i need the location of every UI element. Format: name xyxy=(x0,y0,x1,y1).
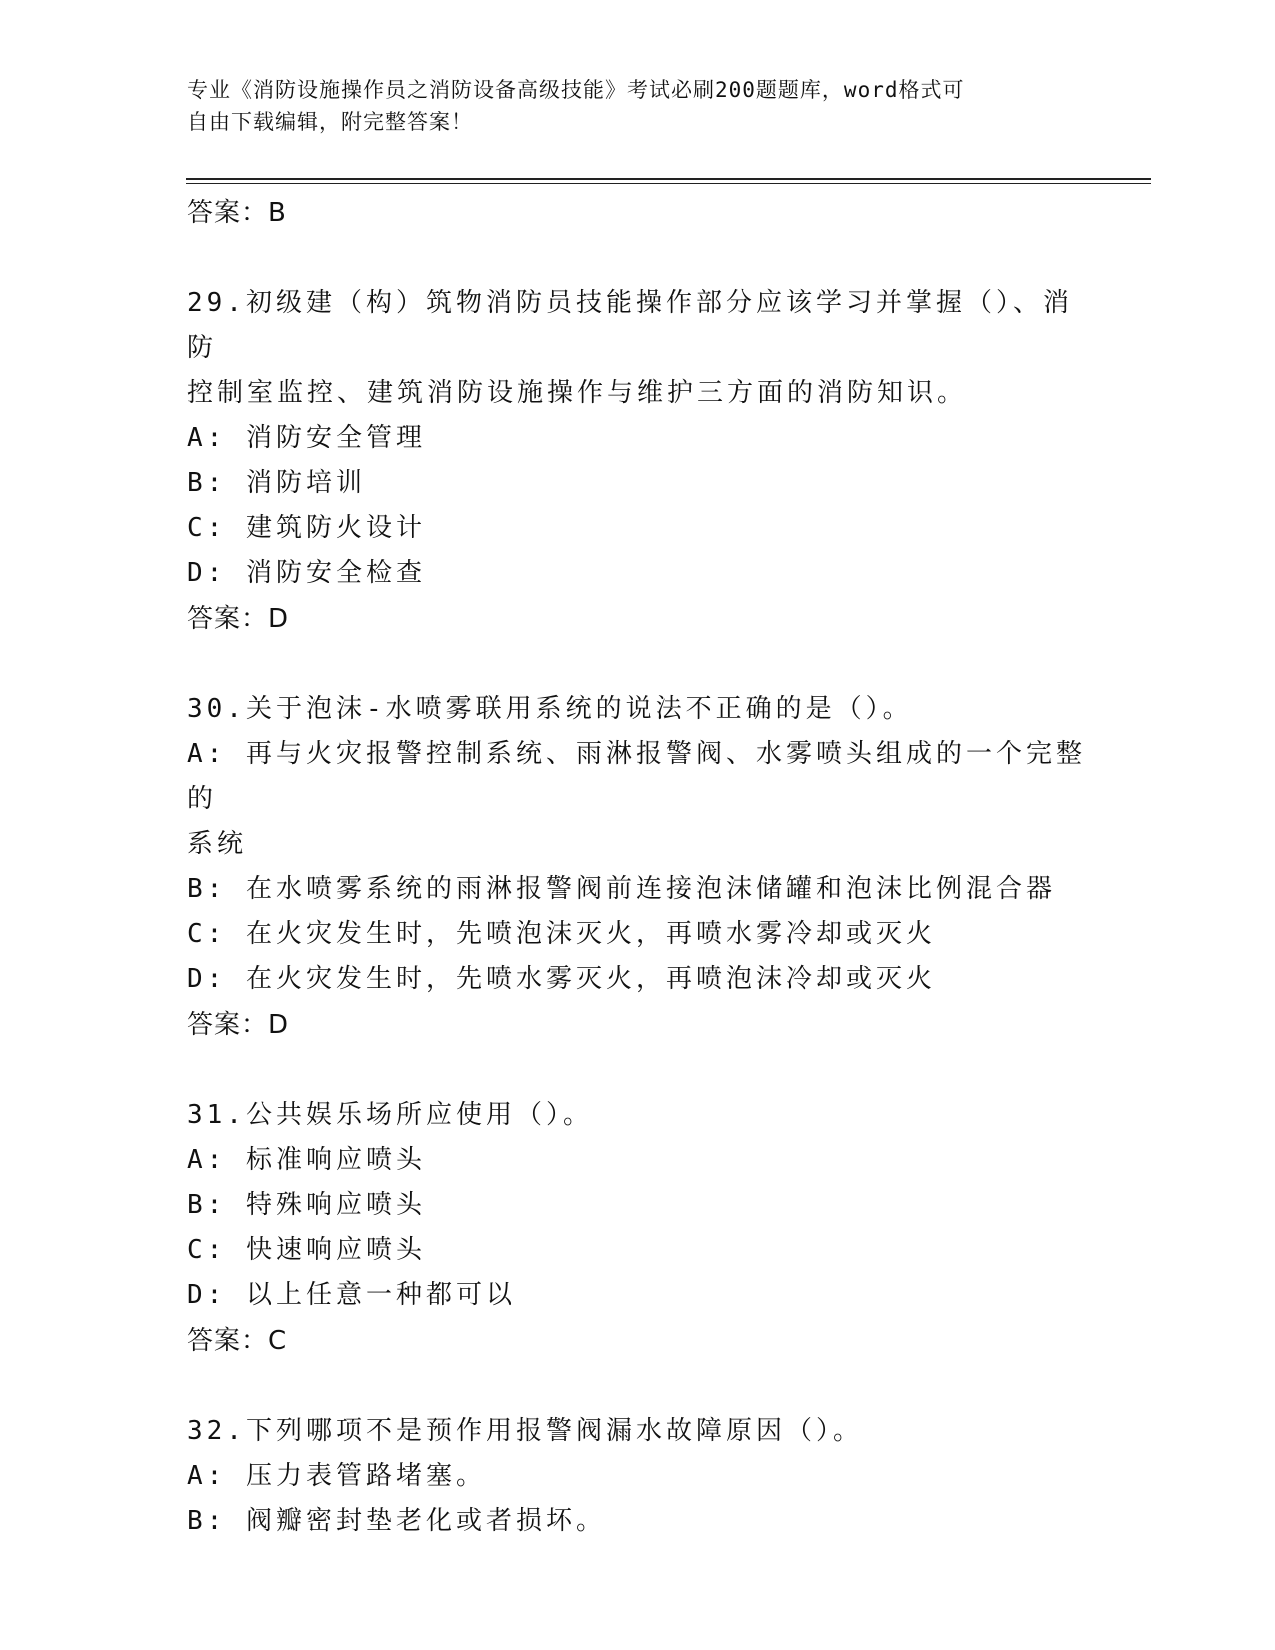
question-29-option-d: D: 消防安全检查 xyxy=(187,558,426,588)
question-29-text-line-2: 控制室监控、建筑消防设施操作与维护三方面的消防知识。 xyxy=(187,378,968,408)
question-30-option-a-line-2: 系统 xyxy=(187,829,248,859)
question-31 xyxy=(187,1093,1087,1364)
question-32-text: 32.下列哪项不是预作用报警阀漏水故障原因（）。 xyxy=(187,1416,863,1446)
question-29-answer: 答案：D xyxy=(187,604,290,634)
question-32-option-a: A: 压力表管路堵塞。 xyxy=(187,1461,486,1491)
header-line-2: 自由下载编辑，附完整答案！ xyxy=(187,110,473,134)
question-31-option-d: D: 以上任意一种都可以 xyxy=(187,1280,516,1310)
question-31-option-a: A: 标准响应喷头 xyxy=(187,1145,426,1175)
header-divider-thick xyxy=(186,178,1151,180)
question-29 xyxy=(187,281,1087,642)
question-31-option-b: B: 特殊响应喷头 xyxy=(187,1190,426,1220)
header-line-1: 专业《消防设施操作员之消防设备高级技能》考试必刷200题题库，word格式可 xyxy=(187,78,965,102)
question-30-option-d: D: 在火灾发生时，先喷水雾灭火，再喷泡沫冷却或灭火 xyxy=(187,964,936,994)
page-header xyxy=(187,74,1067,138)
question-32-option-b: B: 阀瓣密封垫老化或者损坏。 xyxy=(187,1506,606,1536)
question-30-text: 30.关于泡沫-水喷雾联用系统的说法不正确的是（）。 xyxy=(187,694,913,724)
question-29-option-b: B: 消防培训 xyxy=(187,468,366,498)
question-29-option-a: A: 消防安全管理 xyxy=(187,423,426,453)
question-30-option-c: C: 在火灾发生时，先喷泡沫灭火，再喷水雾冷却或灭火 xyxy=(187,919,936,949)
question-29-text-line-1: 29.初级建（构）筑物消防员技能操作部分应该学习并掌握（）、消防 xyxy=(187,288,1073,363)
question-31-option-c: C: 快速响应喷头 xyxy=(187,1235,426,1265)
question-30 xyxy=(187,687,1087,1048)
question-29-option-c: C: 建筑防火设计 xyxy=(187,513,426,543)
question-30-option-a-line-1: A: 再与火灾报警控制系统、雨淋报警阀、水雾喷头组成的一个完整的 xyxy=(187,739,1086,814)
question-32 xyxy=(187,1409,1087,1544)
question-31-answer: 答案：C xyxy=(187,1326,288,1356)
question-30-option-b: B: 在水喷雾系统的雨淋报警阀前连接泡沫储罐和泡沫比例混合器 xyxy=(187,874,1056,904)
header-divider-thin xyxy=(186,183,1151,184)
question-31-text: 31.公共娱乐场所应使用（）。 xyxy=(187,1100,593,1130)
document-body xyxy=(187,190,1087,1544)
question-30-answer: 答案：D xyxy=(187,1010,290,1040)
answer-28: 答案：B xyxy=(187,198,287,228)
